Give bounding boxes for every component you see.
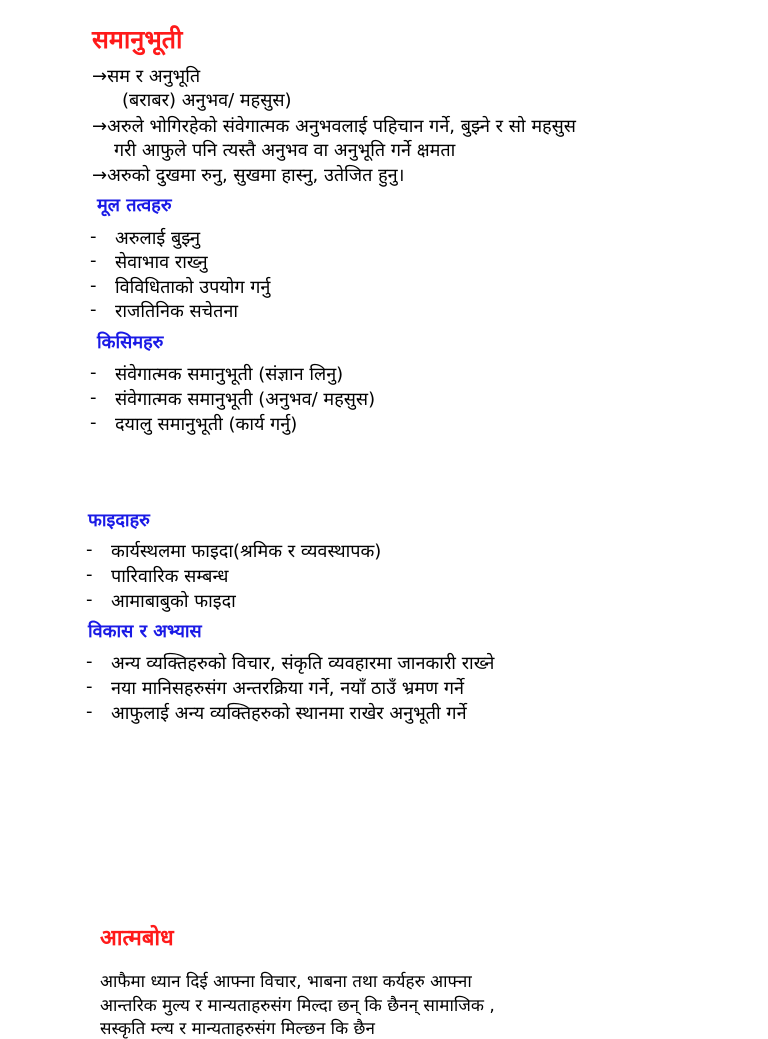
etymology-line-1: →सम र अनुभूति xyxy=(92,66,201,87)
paragraph-line-1: आफैमा ध्यान दिई आफ्ना विचार, भाबना तथा कर्यहरु आफ्ना xyxy=(100,972,472,992)
development-heading: विकास र अभ्यास xyxy=(88,621,202,642)
page-title: समानुभूती xyxy=(92,25,183,54)
definition-1-line-2: गरी आफुले पनि त्यस्तै अनुभव वा अनुभूति गर्ने क्षमता xyxy=(114,140,456,161)
development-list: - अन्य व्यक्तिहरुको विचार, संकृति व्यवहारमा जानकारी राख्ने - नया मानिसहरुसंग अन्तरक्रिया गर्ने, नयाँ ठाउँ भ्रमण गर्ने - आफुलाई अन्य व्यक्तिहरुको स्थानमा राखेर अनुभूती गर्ने xyxy=(86,651,495,724)
benefits-list: - कार्यस्थलमा फाइदा(श्रमिक र व्यवस्थापक) - पारिवारिक सम्बन्ध - आमाबाबुको फाइदा xyxy=(86,539,382,612)
paragraph-line-2: आन्तरिक मुल्य र मान्यताहरुसंग मिल्दा छन् कि छैनन् सामाजिक , xyxy=(100,996,495,1016)
core-elements-heading: मूल तत्वहरु xyxy=(97,195,172,216)
types-heading: किसिमहरु xyxy=(97,332,164,353)
etymology-line-2: (बराबर) अनुभव/ महसुस) xyxy=(122,90,292,111)
definition-1-line-1: →अरुले भोगिरहेको संवेगात्मक अनुभवलाई पहिचान गर्ने, बुझ्ने र सो महसुस xyxy=(92,116,576,137)
paragraph-line-3: सस्कृति म्ल्य र मान्यताहरुसंग मिल्छन कि छैन xyxy=(100,1019,375,1039)
core-elements-list: - अरुलाई बुझ्नु - सेवाभाव राख्नु - विविधिताको उपयोग गर्नु - राजतिनिक सचेतना xyxy=(90,226,271,322)
definition-2: →अरुको दुखमा रुनु, सुखमा हास्नु, उतेजित हुनु। xyxy=(92,165,405,186)
benefits-heading: फाइदाहरु xyxy=(88,510,150,531)
types-list: - संवेगात्मक समानुभूती (संज्ञान लिनु) - संवेगात्मक समानुभूती (अनुभव/ महसुस) - दयालु समानुभूती (कार्य गर्नु) xyxy=(90,362,376,435)
section-title-self-awareness: आत्मबोध xyxy=(100,926,174,951)
